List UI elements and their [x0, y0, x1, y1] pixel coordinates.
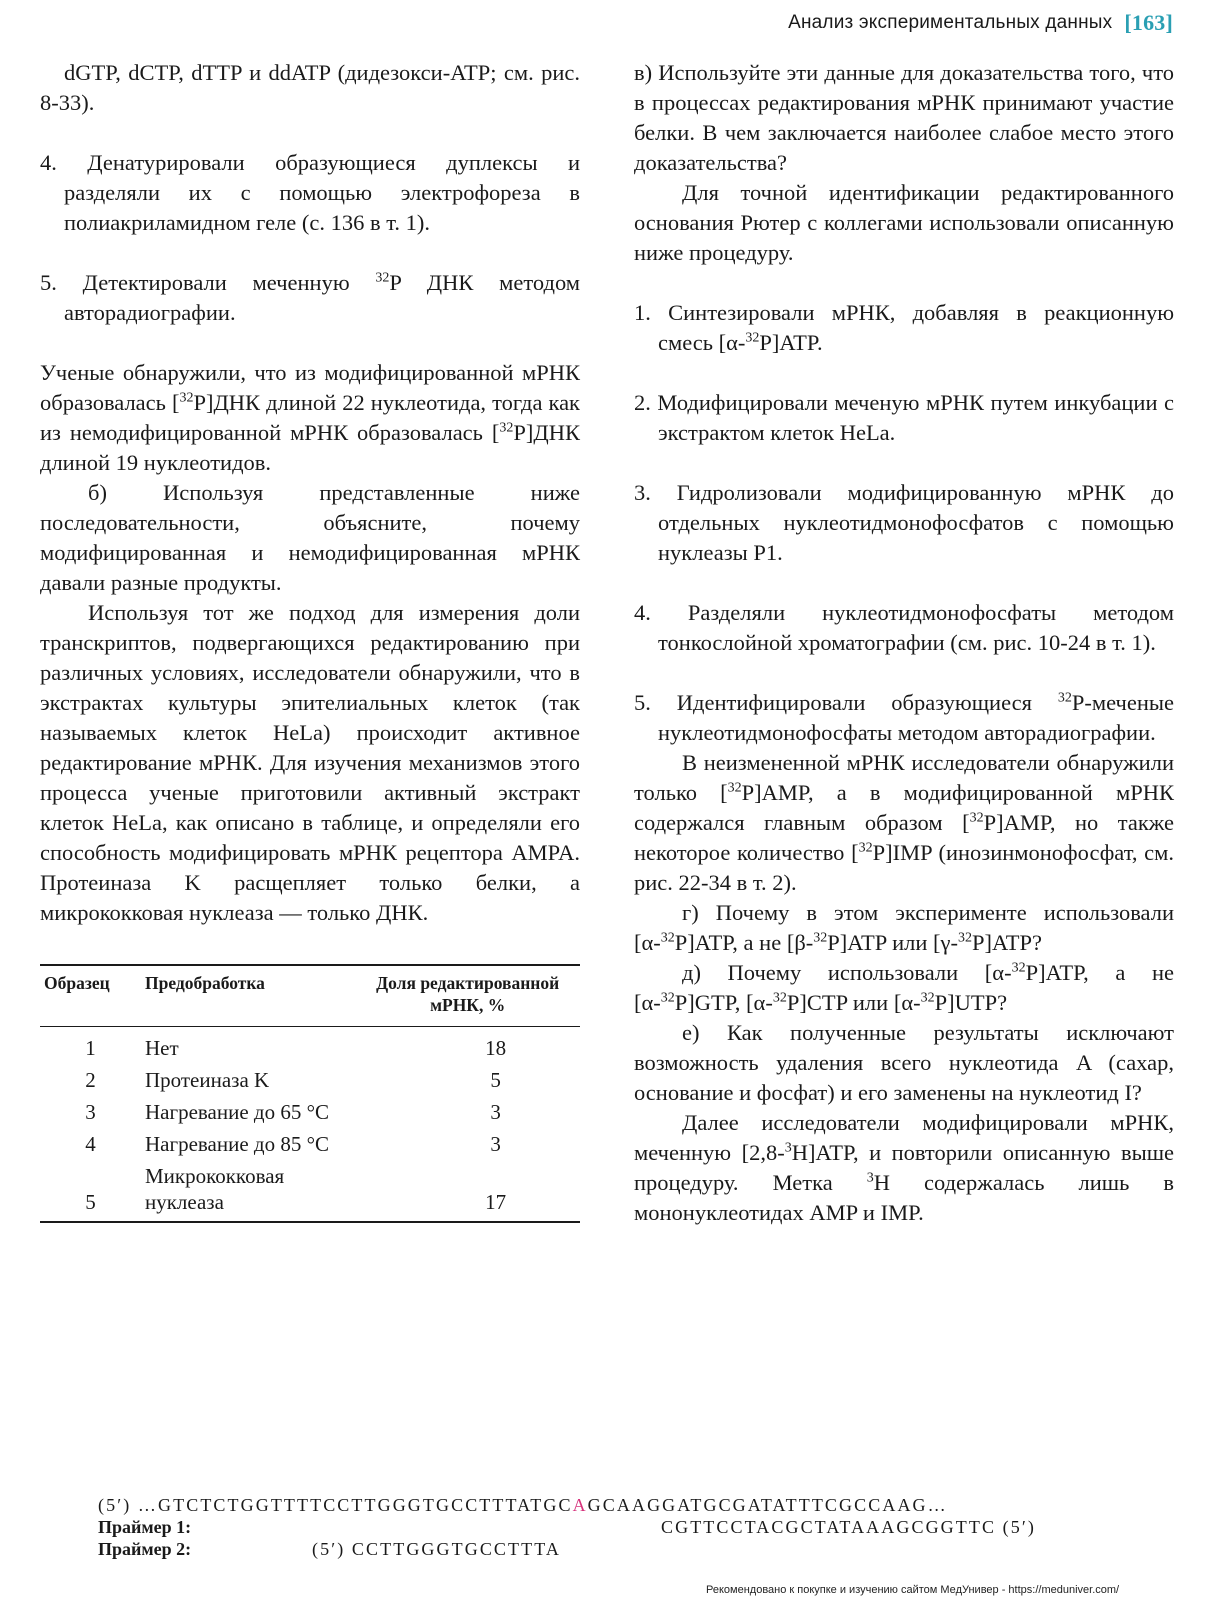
- editing-table: [40, 964, 580, 1223]
- step-4-separate: 4. Разделяли нуклеотидмонофосфаты методом тонкослойной хроматографии (см. рис. 10-24 в т. 1).: [634, 600, 1174, 655]
- step-5-detect: 5. Детектировали меченную $^{32}$P ДНК методом авторадиографии.: [40, 270, 580, 325]
- table-header-fraction: Доля редактированной мРНК, %: [355, 965, 580, 1027]
- paragraph-hela: Используя тот же подход для измерения доли транскриптов, подвергающихся редактированию при различных условиях, исследователи обнаружили, что в экстрактах культуры эпителиальных клеток (так называемых клеток HeLa) происходит активное редактирование мРНК. Для изучения механизмов этого процесса ученые приготовили активный экстракт клеток HeLa, как описано в таблице, и определяли его способность модифицировать мРНК рецептора AMPA. Протеиназа K расщепляет только белки, а микрококковая нуклеаза — только ДНК.: [40, 600, 580, 925]
- treatment: Протеиназа K: [144, 1068, 270, 1092]
- treatment: Нагревание до 65 °С: [144, 1100, 330, 1124]
- edited-fraction: 3: [490, 1132, 501, 1156]
- table-row: [40, 1064, 580, 1096]
- table-row: [40, 1096, 580, 1128]
- sample-number: 5: [40, 1160, 141, 1222]
- edited-fraction: 17: [355, 1160, 580, 1222]
- question-g: г) Почему в этом эксперименте использовали [α-$^{32}$P]ATP, а не [β-$^{32}$P]ATP или [γ-$^{32}$P]ATP?: [634, 900, 1174, 955]
- table-header-treatment: Предобработка: [141, 965, 355, 1027]
- question-v: в) Используйте эти данные для доказательства того, что в процессах редактирования мРНК принимают участие белки. В чем заключается наиболее слабое место этого доказательства?: [634, 60, 1174, 175]
- step-1-synthesize: 1. Синтезировали мРНК, добавляя в реакционную смесь [α-$^{32}$P]ATP.: [634, 300, 1174, 355]
- page-number: [163]: [1124, 10, 1173, 35]
- step-2-modify: 2. Модифицировали меченую мРНК путем инкубации с экстрактом клеток HeLa.: [634, 390, 1174, 445]
- primer-1-sequence: CGTTCCTACGCTATAAAGCGGTTC (5′): [661, 1517, 1037, 1537]
- table-row: [40, 1128, 580, 1160]
- table-row: [40, 1160, 580, 1222]
- sequence-block: [98, 1494, 1037, 1560]
- question-e: е) Как полученные результаты исключают возможность удаления всего нуклеотида A (сахар, основание и фосфат) и его заменены на нуклеотид I?: [634, 1020, 1174, 1105]
- edited-fraction: 5: [490, 1068, 501, 1092]
- step-3-hydrolyze: 3. Гидролизовали модифицированную мРНК до отдельных нуклеотидмонофосфатов с помощью нуклеазы P1.: [634, 480, 1174, 565]
- sample-number: 1: [85, 1036, 96, 1060]
- left-column: [40, 58, 580, 1223]
- primer-1-row: [98, 1516, 1037, 1538]
- paragraph-results: Ученые обнаружили, что из модифицированной мРНК образовалась [$^{32}$P]ДНК длиной 22 нуклеотида, тогда как из немодифицированной мРНК образовалась [$^{32}$P]ДНК длиной 19 нуклеотидов.: [40, 360, 580, 475]
- edited-base: A: [572, 1495, 588, 1515]
- sample-number: 3: [85, 1100, 96, 1124]
- step-4-denature: 4. Денатурировали образующиеся дуплексы и разделяли их с помощью электрофореза в полиакриламидном геле (с. 136 в т. 1).: [40, 150, 580, 235]
- treatment: Нагревание до 85 °С: [144, 1132, 330, 1156]
- step-5-identify: 5. Идентифицировали образующиеся $^{32}$P-меченые нуклеотидмонофосфаты методом авторадиографии.: [634, 690, 1174, 745]
- primer-2-label: Праймер 2:: [98, 1539, 192, 1559]
- edited-fraction: 18: [485, 1036, 507, 1060]
- footer-note: Рекомендовано к покупке и изучению сайтом МедУнивер - https://meduniver.com/: [706, 1584, 1120, 1596]
- table-header-sample: Образец: [40, 965, 141, 1027]
- question-d: д) Почему использовали [α-$^{32}$P]ATP, а не [α-$^{32}$P]GTP, [α-$^{32}$P]CTP или [α-$^{32}$P]UTP?: [634, 960, 1174, 1015]
- right-column: [634, 58, 1174, 1228]
- mrna-sequence: (5′) …GTCTCTGGTTTTCCTTGGGTGCCTTTATGCAGCAAGGATGCGATATTTCGCCAAG…: [98, 1495, 948, 1515]
- table-row: [40, 1027, 580, 1065]
- header-title: Анализ экспериментальных данных: [788, 12, 1113, 33]
- paragraph-procedure-intro: Для точной идентификации редактированного основания Рютер с коллегами использовали описанную ниже процедуру.: [634, 180, 1174, 265]
- edited-fraction: 3: [490, 1100, 501, 1124]
- paragraph-tritium: Далее исследователи модифицировали мРНК, меченную [2,8-$^3$H]ATP, и повторили описанную выше процедуру. Метка $^3$H содержалась лишь в мононуклеотидах AMP и IMP.: [634, 1110, 1175, 1225]
- paragraph-reagents: dGTP, dCTP, dTTP и ddATP (дидезокси-ATP; см. рис. 8-33).: [40, 60, 580, 115]
- sample-number: 4: [85, 1132, 96, 1156]
- sample-number: 2: [85, 1068, 96, 1092]
- running-header: [788, 6, 1173, 40]
- primer-2-sequence: (5′) CCTTGGGTGCCTTTA: [312, 1539, 561, 1559]
- treatment: Микрококковая нуклеаза: [141, 1160, 355, 1222]
- primer-2-row: [98, 1538, 948, 1560]
- question-b: б) Используя представленные ниже последовательности, объясните, почему модифицированная и немодифицированная мРНК давали разные продукты.: [40, 480, 580, 595]
- primer-1-label: Праймер 1:: [98, 1517, 192, 1537]
- paragraph-findings: В неизмененной мРНК исследователи обнаружили только [$^{32}$P]AMP, а в модифицированной мРНК содержался главным образом [$^{32}$P]AMP, но также некоторое количество [$^{32}$P]IMP (инозинмонофосфат, см. рис. 22-34 в т. 2).: [634, 750, 1175, 895]
- treatment: Нет: [144, 1036, 179, 1060]
